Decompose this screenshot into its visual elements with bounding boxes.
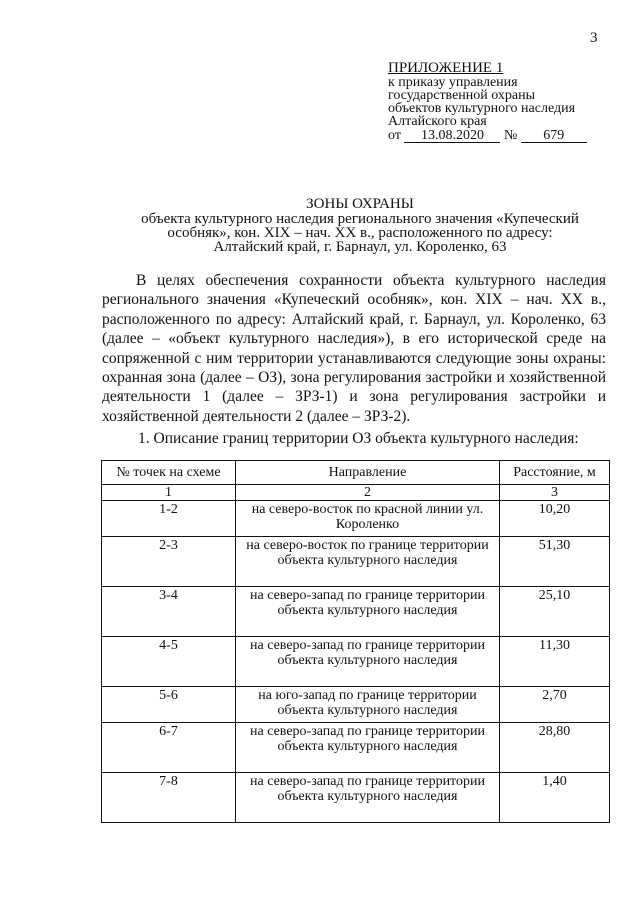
- table-row: [102, 587, 610, 637]
- order-date-number-line: [388, 129, 628, 143]
- row-direction: на северо-запад по границе территории объекта культурного наследия: [236, 587, 500, 637]
- table-row: [102, 537, 610, 587]
- row-points: 4-5: [102, 637, 236, 687]
- row-distance: 11,30: [500, 637, 610, 687]
- order-date: 13.08.2020: [404, 129, 500, 143]
- row-points: 3-4: [102, 587, 236, 637]
- header-points: № точек на схеме: [102, 461, 236, 485]
- table-row: [102, 723, 610, 773]
- table-row: [102, 637, 610, 687]
- title-main: ЗОНЫ ОХРАНЫ: [306, 196, 414, 212]
- row-distance: 2,70: [500, 687, 610, 723]
- boundary-table: [101, 460, 610, 823]
- section-heading: 1. Описание границ территории ОЗ объекта культурного наследия:: [138, 430, 579, 447]
- table-row: [102, 773, 610, 823]
- row-distance: 28,80: [500, 723, 610, 773]
- row-direction: на северо-запад по границе территории объекта культурного наследия: [236, 723, 500, 773]
- row-distance: 25,10: [500, 587, 610, 637]
- appendix-block: [388, 60, 628, 143]
- column-number: 1: [102, 485, 236, 501]
- table-row: [102, 687, 610, 723]
- row-direction: на юго-запад по границе территории объекта культурного наследия: [236, 687, 500, 723]
- row-direction: на северо-восток по красной линии ул. Короленко: [236, 501, 500, 537]
- appendix-line: объектов культурного наследия: [388, 101, 576, 116]
- column-number: 2: [236, 485, 500, 501]
- intro-paragraph: В целях обеспечения сохранности объекта культурного наследия регионального значения «Купеческий особняк», кон. XIX – нач. XX в., расположенного по адресу: Алтайский край, г. Барнаул, ул. Короленко, 63 (далее – «объект культурного наследия»), в его исторической среде на сопряженной с ним территории устанавливаются следующие зоны охраны: охранная зона (далее – ОЗ), зона регулирования застройки и хозяйственной деятельности 1 (далее – ЗРЗ-1) и зона регулирования застройки и хозяйственной деятельности 2 (далее – ЗРЗ-2).: [102, 272, 606, 425]
- column-number-row: [102, 485, 610, 501]
- from-label: от: [388, 128, 401, 143]
- column-number: 3: [500, 485, 610, 501]
- title-subline: Алтайский край, г. Барнаул, ул. Короленко, 63: [213, 239, 507, 255]
- table-row: [102, 501, 610, 537]
- row-points: 2-3: [102, 537, 236, 587]
- row-direction: на северо-восток по границе территории объекта культурного наследия: [236, 537, 500, 587]
- row-points: 7-8: [102, 773, 236, 823]
- row-points: 6-7: [102, 723, 236, 773]
- order-number: 679: [521, 129, 587, 143]
- title-subline: объекта культурного наследия регионального значения «Купеческий: [141, 211, 579, 227]
- appendix-line: Алтайского края: [388, 114, 487, 129]
- appendix-heading: ПРИЛОЖЕНИЕ 1: [388, 60, 504, 76]
- header-direction: Направление: [236, 461, 500, 485]
- title-subline: особняк», кон. XIX – нач. XX в., расположенного по адресу:: [167, 225, 553, 241]
- row-points: 1-2: [102, 501, 236, 537]
- document-title: [120, 197, 600, 254]
- row-direction: на северо-запад по границе территории объекта культурного наследия: [236, 773, 500, 823]
- appendix-line: к приказу управления: [388, 75, 518, 90]
- page-number: 3: [590, 30, 598, 46]
- table-header-row: [102, 461, 610, 485]
- row-distance: 1,40: [500, 773, 610, 823]
- row-points: 5-6: [102, 687, 236, 723]
- row-direction: на северо-запад по границе территории объекта культурного наследия: [236, 637, 500, 687]
- row-distance: 51,30: [500, 537, 610, 587]
- number-label: №: [503, 128, 518, 143]
- row-distance: 10,20: [500, 501, 610, 537]
- header-distance: Расстояние, м: [500, 461, 610, 485]
- appendix-line: государственной охраны: [388, 88, 536, 103]
